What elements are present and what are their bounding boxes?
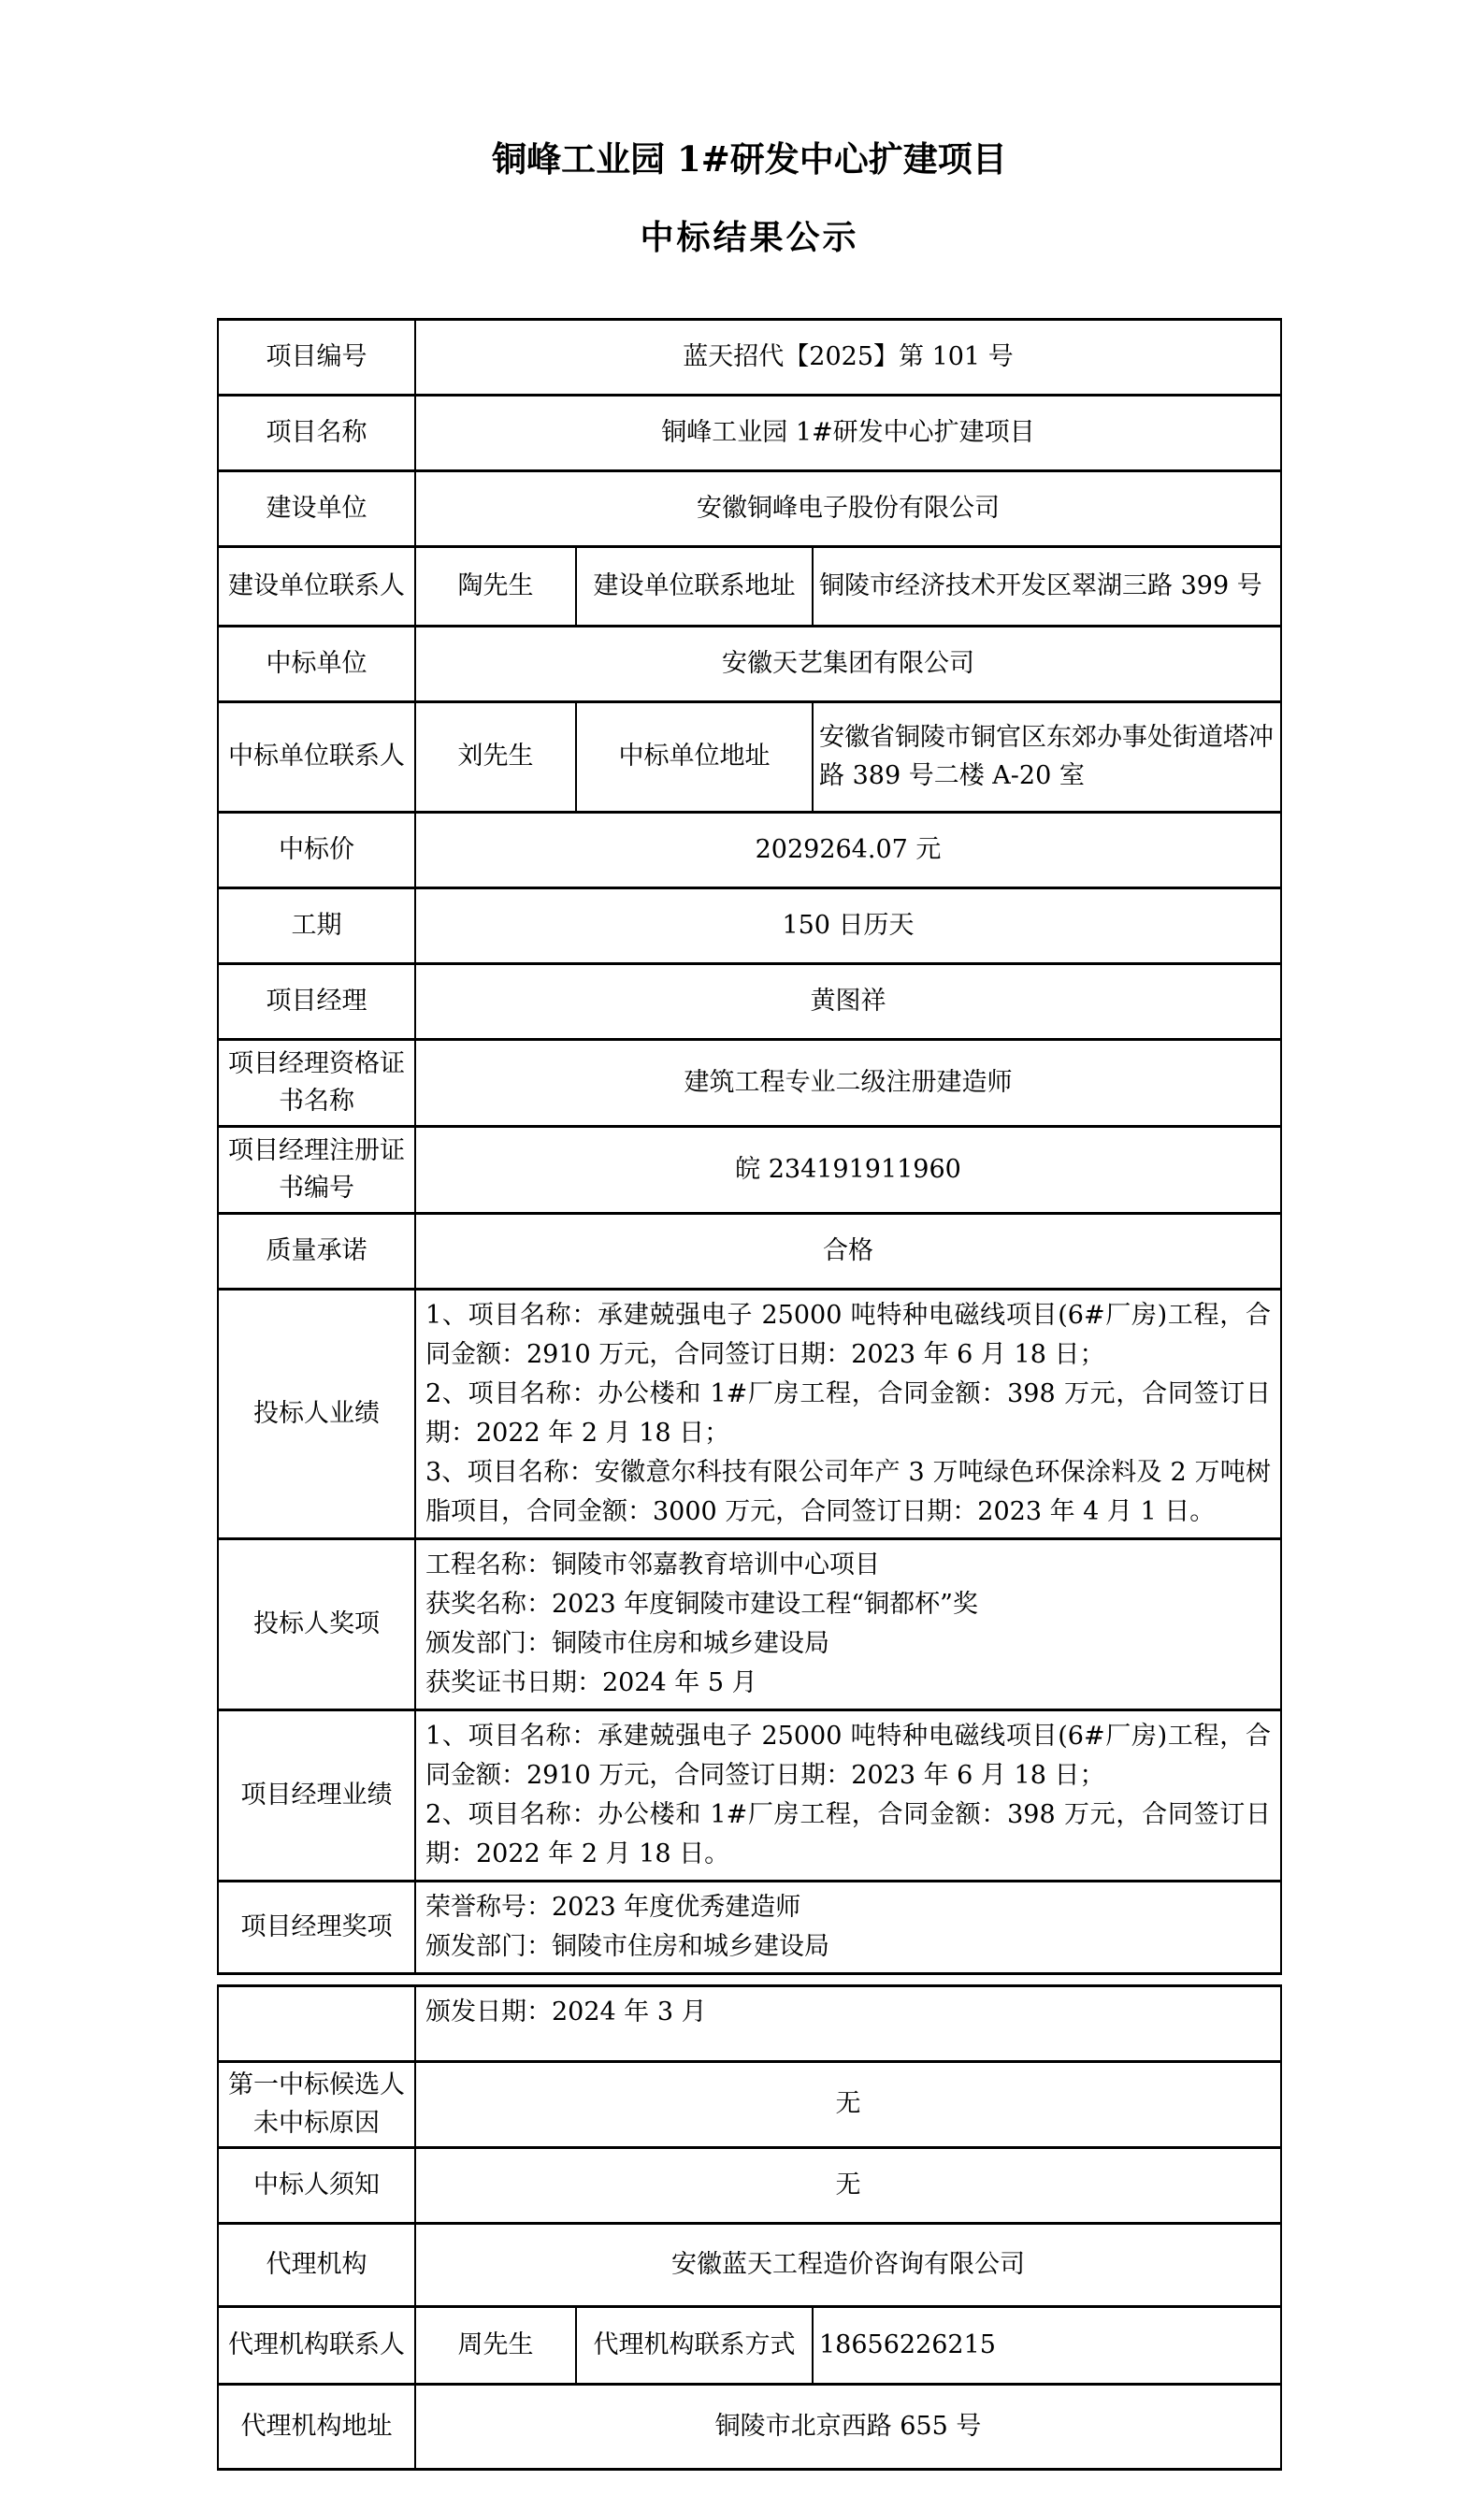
value-agency: 安徽蓝天工程造价咨询有限公司: [414, 2225, 1280, 2305]
value-winner-notice: 无: [414, 2149, 1280, 2222]
value-agency-address: 铜陵市北京西路 655 号: [414, 2386, 1280, 2468]
row-bidder-performance: [219, 1288, 1280, 1537]
row-winning-bidder-contact: [219, 700, 1280, 811]
row-manager-performance: [219, 1709, 1280, 1880]
row-construction-period: [219, 887, 1280, 962]
manager-performance-item: 1、项目名称：承建兢强电子 25000 吨特种电磁线项目(6#厂房)工程，合同金额：2910 万元，合同签订日期：2023 年 6 月 18 日；: [425, 1722, 1271, 1790]
document-content: [217, 0, 1282, 2471]
bidder-performance-item: 1、项目名称：承建兢强电子 25000 吨特种电磁线项目(6#厂房)工程，合同金额：2910 万元，合同签订日期：2023 年 6 月 18 日；: [425, 1301, 1271, 1369]
label-bid-price: 中标价: [279, 834, 354, 864]
label-bidder-awards: 投标人奖项: [253, 1608, 380, 1638]
value-first-candidate-fail-reason: 无: [414, 2063, 1280, 2146]
row-construction-unit: [219, 469, 1280, 545]
manager-award-line: 颁发部门：铜陵市住房和城乡建设局: [425, 1932, 829, 1961]
row-manager-awards: [219, 1880, 1280, 1972]
value-project-number: 蓝天招代【2025】第 101 号: [414, 321, 1280, 394]
manager-award-line: 荣誉称号：2023 年度优秀建造师: [425, 1893, 801, 1922]
row-manager-certificate-name: [219, 1038, 1280, 1125]
value-construction-unit: 安徽铜峰电子股份有限公司: [414, 472, 1280, 545]
label-project-name: 项目名称: [266, 417, 367, 447]
label-construction-period: 工期: [291, 910, 342, 940]
row-quality-commitment: [219, 1212, 1280, 1288]
row-project-name: [219, 394, 1280, 469]
label-manager-certificate-name: 项目经理资格证书名称: [228, 1048, 405, 1116]
row-manager-award-date: [219, 1987, 1280, 2060]
row-first-candidate-fail-reason: [219, 2060, 1280, 2146]
label-construction-unit-address: 建设单位联系地址: [575, 548, 812, 625]
label-manager-certificate-number: 项目经理注册证书编号: [228, 1135, 405, 1203]
value-manager-certificate-name: 建筑工程专业二级注册建造师: [414, 1041, 1280, 1125]
bid-result-table-continued: [217, 1984, 1282, 2471]
label-manager-performance: 项目经理业绩: [240, 1780, 393, 1810]
row-manager-certificate-number: [219, 1125, 1280, 1212]
label-winning-bidder: 中标单位: [266, 648, 367, 678]
label-manager-awards: 项目经理奖项: [240, 1911, 393, 1941]
label-agency: 代理机构: [266, 2249, 367, 2279]
label-first-candidate-fail-reason: 第一中标候选人未中标原因: [228, 2070, 405, 2138]
bidder-award-line: 获奖证书日期：2024 年 5 月: [425, 1668, 757, 1697]
label-quality-commitment: 质量承诺: [266, 1235, 367, 1265]
row-agency-contact: [219, 2305, 1280, 2383]
row-project-manager: [219, 962, 1280, 1038]
value-bid-price: 2029264.07 元: [414, 814, 1280, 887]
label-bidder-performance: 投标人业绩: [253, 1398, 380, 1428]
label-agency-contact: 代理机构联系人: [228, 2329, 405, 2359]
manager-award-date-line: 颁发日期：2024 年 3 月: [425, 1997, 707, 2026]
row-construction-unit-contact: [219, 545, 1280, 625]
bidder-award-line: 工程名称：铜陵市邻嘉教育培训中心项目: [425, 1550, 880, 1579]
value-construction-unit-address: 铜陵市经济技术开发区翠湖三路 399 号: [812, 548, 1280, 625]
bidder-performance-item: 2、项目名称：办公楼和 1#厂房工程，合同金额：398 万元，合同签订日期：2022 年 2 月 18 日；: [425, 1379, 1271, 1448]
value-winning-bidder: 安徽天艺集团有限公司: [414, 627, 1280, 700]
value-manager-certificate-number: 皖 234191911960: [414, 1128, 1280, 1212]
value-project-manager: 黄图祥: [414, 965, 1280, 1038]
value-manager-award-date: [414, 1987, 1280, 2060]
row-agency-address: [219, 2383, 1280, 2468]
label-winning-bidder-contact: 中标单位联系人: [228, 742, 405, 772]
row-agency: [219, 2222, 1280, 2305]
label-winning-bidder-address: 中标单位地址: [575, 703, 812, 811]
row-bid-price: [219, 811, 1280, 887]
value-agency-contact: 周先生: [414, 2308, 575, 2383]
row-winner-notice: [219, 2146, 1280, 2222]
label-empty: [219, 1987, 414, 2060]
value-agency-phone: 18656226215: [812, 2308, 1280, 2383]
bidder-performance-item: 3、项目名称：安徽意尔科技有限公司年产 3 万吨绿色环保涂料及 2 万吨树脂项目，合同金额：3000 万元，合同签订日期：2023 年 4 月 1 日。: [425, 1458, 1271, 1526]
bid-result-table: [217, 318, 1282, 1975]
value-quality-commitment: 合格: [414, 1215, 1280, 1288]
value-winning-bidder-address: 安徽省铜陵市铜官区东郊办事处街道塔冲路 389 号二楼 A-20 室: [812, 703, 1280, 811]
bidder-award-line: 颁发部门：铜陵市住房和城乡建设局: [425, 1629, 829, 1658]
label-agency-address: 代理机构地址: [240, 2411, 393, 2441]
row-winning-bidder: [219, 625, 1280, 700]
row-bidder-awards: [219, 1537, 1280, 1709]
manager-performance-item: 2、项目名称：办公楼和 1#厂房工程，合同金额：398 万元，合同签订日期：2022 年 2 月 18 日。: [425, 1800, 1271, 1868]
row-project-number: [219, 321, 1280, 394]
page-title: 铜峰工业园 1#研发中心扩建项目: [492, 138, 1007, 180]
value-project-name: 铜峰工业园 1#研发中心扩建项目: [414, 397, 1280, 469]
label-agency-phone: 代理机构联系方式: [575, 2308, 812, 2383]
label-winner-notice: 中标人须知: [253, 2170, 380, 2199]
label-project-manager: 项目经理: [266, 986, 367, 1016]
value-manager-performance: [414, 1711, 1280, 1880]
label-project-number: 项目编号: [266, 341, 367, 371]
bidder-award-line: 获奖名称：2023 年度铜陵市建设工程“铜都杯”奖: [425, 1590, 978, 1619]
value-construction-period: 150 日历天: [414, 889, 1280, 962]
label-construction-unit-contact: 建设单位联系人: [228, 570, 405, 600]
value-bidder-performance: [414, 1291, 1280, 1537]
value-bidder-awards: [414, 1540, 1280, 1709]
value-manager-awards: [414, 1882, 1280, 1972]
value-construction-unit-contact: 陶先生: [414, 548, 575, 625]
value-winning-bidder-contact: 刘先生: [414, 703, 575, 811]
page-subtitle: 中标结果公示: [640, 218, 859, 257]
label-construction-unit: 建设单位: [266, 493, 367, 523]
